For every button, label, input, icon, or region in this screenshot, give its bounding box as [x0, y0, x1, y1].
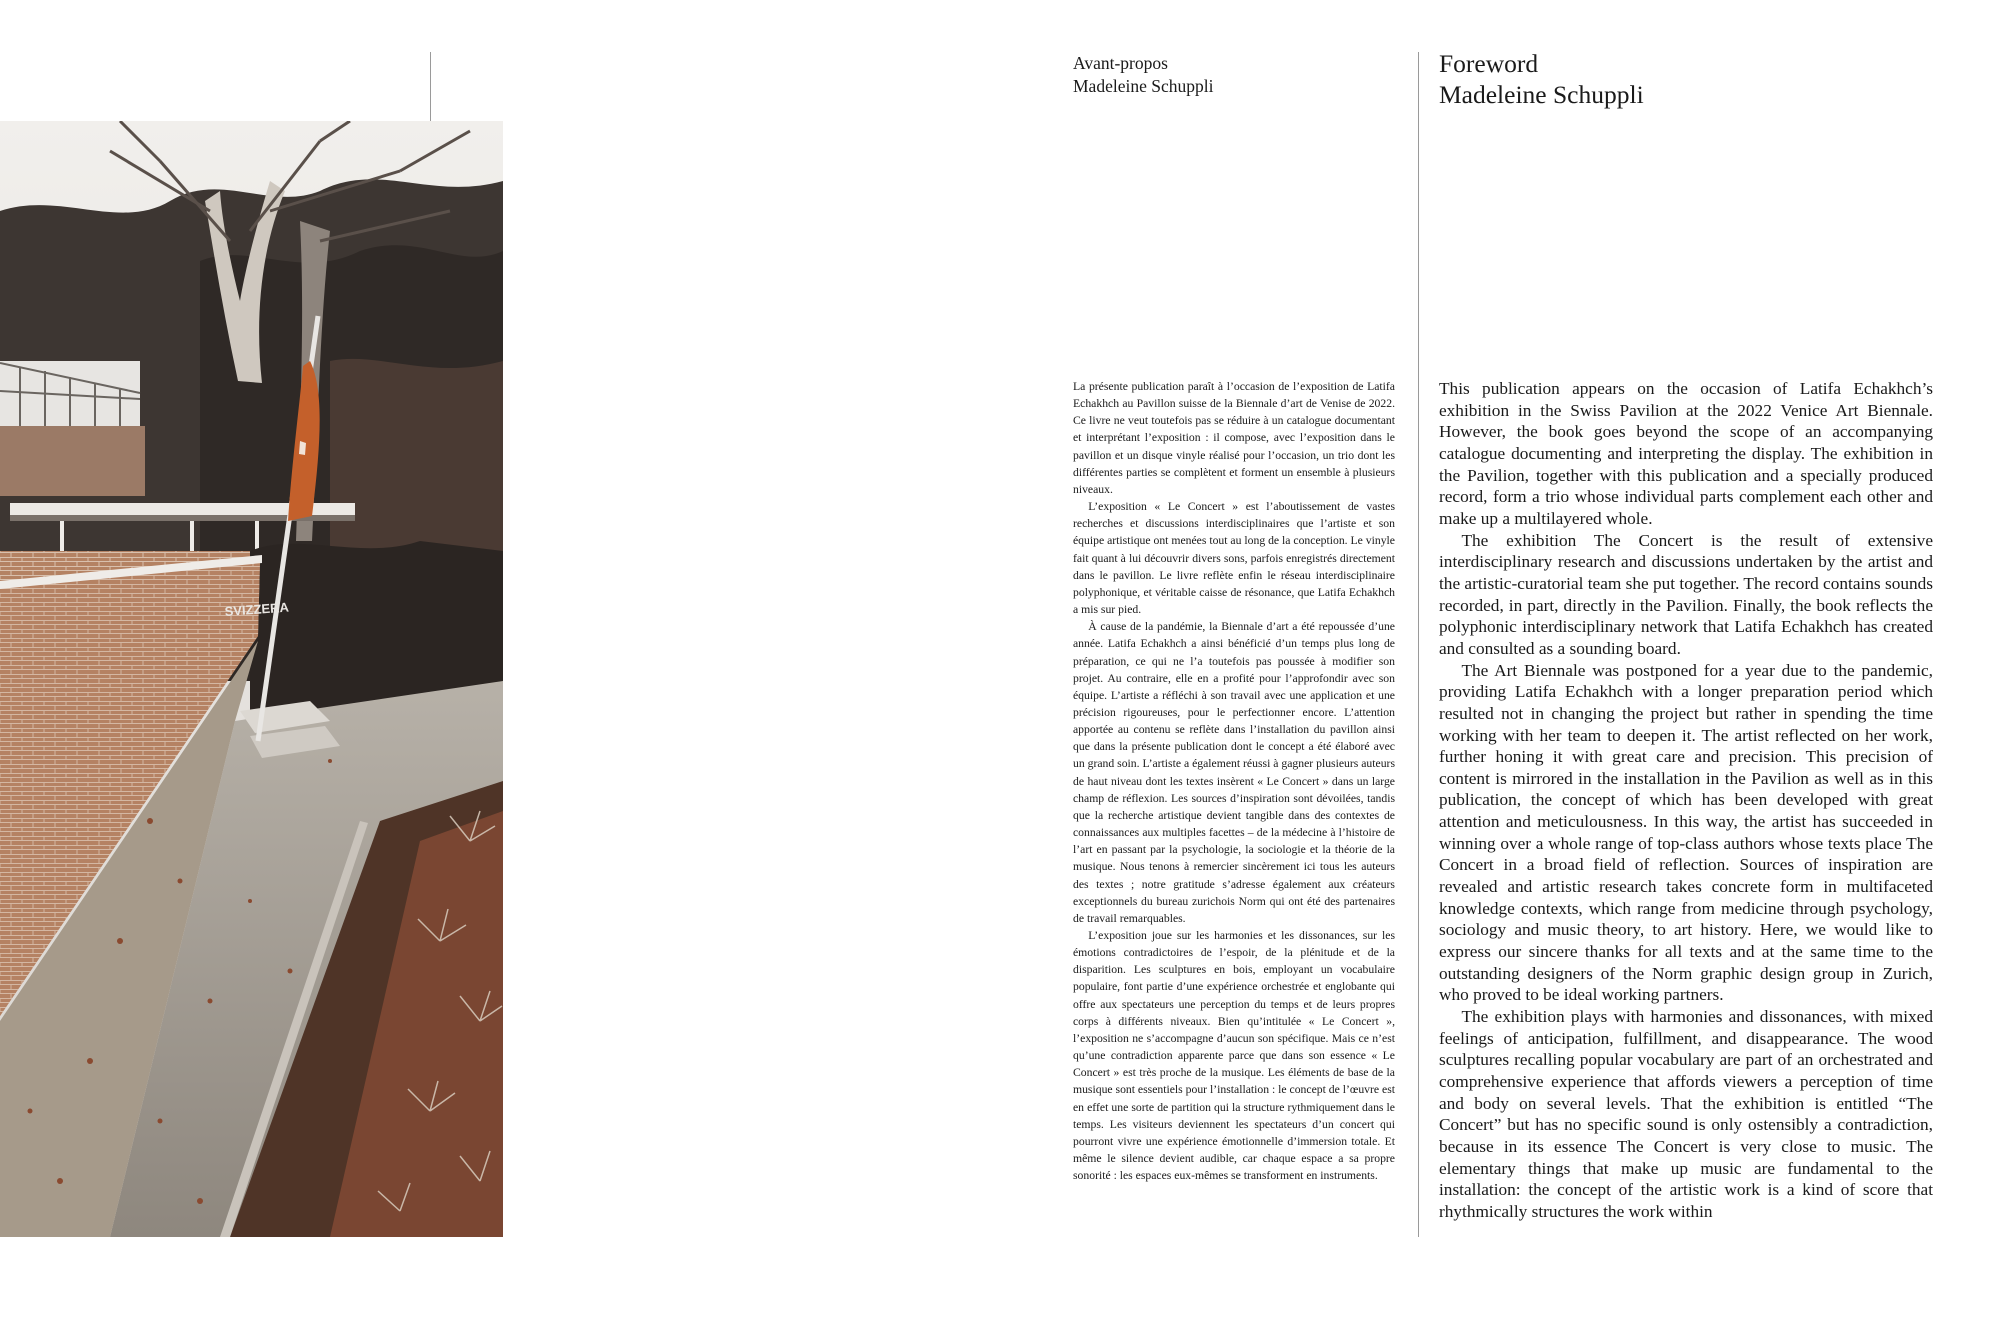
french-section-label: Avant-propos	[1073, 53, 1168, 73]
french-author: Madeleine Schuppli	[1073, 76, 1214, 96]
english-paragraph: The Art Biennale was postponed for a year due to the pandemic, providing Latifa Echakhch with a longer preparation period which resulted not in changing the project but rather in spending the time working with her team to deepen it. The artist reflected on her work, further honing it with great care and precision. This precision of content is mirrored in the installation in the Pavilion as well as in this publication, the concept of which has been developed with great attention and meticulousness. In this way, the artist has succeeded in winning over a whole range of top-class authors whose texts place The Concert in a broad field of reflection. Sources of inspiration are revealed and artistic research takes concrete form in multifaceted knowledge contexts, which range from medicine through psychology, sociology and music theory, to art history. Here, we would like to express our sincere thanks for all texts and at the same time to the outstanding designers of the Norm graphic design group in Zurich, who proved to be ideal working partners.	[1439, 660, 1933, 1005]
english-column-frame	[1439, 378, 1933, 1240]
english-paragraph: The exhibition plays with harmonies and dissonances, with mixed feelings of anticipation, fulfillment, and disappearance. The wood sculptures recalling popular vocabulary are part of an orchestrated and comprehensive experience that affords viewers a perception of time and body on several levels. That the exhibition is entitled “The Concert” but has no specific sound is only ostensibly a contradiction, because in its essence The Concert is very close to music. The elementary things that make up music are fundamental to the installation: the concept of the artistic work is a kind of score that rhythmically structures the work within	[1439, 1007, 1933, 1221]
french-paragraph: La présente publication paraît à l’occasion de l’exposition de Latifa Echakhch au Pavillon suisse de la Biennale d’art de Venise de 2022. Ce livre ne veut toutefois pas se réduire à un catalogue documentant et interprétant l’exposition : il compose, avec l’exposition dans le pavillon et un disque vinyle réalisé pour l’occasion, un trio dont les différentes parties se complètent et forment un ensemble à plusieurs niveaux.	[1073, 380, 1395, 496]
pavilion-photo	[0, 121, 503, 1237]
french-paragraph: À cause de la pandémie, la Biennale d’art a été repoussée d’une année. Latifa Echakhch a ainsi bénéficié d’un temps plus long de préparation, ce qui ne l’a toutefois pas poussée à modifier son projet. Au contraire, elle en a profité pour l’approfondir avec son équipe. L’artiste a réfléchi à son travail avec une application et une précision rigoureuses, pour le perfectionner encore. L’attention apportée au contenu se reflète dans l’installation du pavillon ainsi que dans la présente publication dont le concept a été élaboré avec un grand soin. L’artiste a également réussi à gagner plusieurs auteurs de haut niveau dont les textes insèrent « Le Concert » dans un large champ de réflexion. Les sources d’inspiration sont dévoilées, tandis que la recherche artistique devient tangible dans des contextes de connaissances aux multiples facettes – de la médecine à l’histoire de l’art en passant par la psychologie, la sociologie et la théorie de la musique. Nous tenons à remercier sincèrement ici tous les auteurs des textes ; notre gratitude s’adresse également aux créateurs exceptionnels du bureau zurichois Norm qui ont été des partenaires de travail remarquables.	[1073, 620, 1395, 925]
french-paragraph: L’exposition joue sur les harmonies et les dissonances, sur les émotions contradictoires de l’espoir, de la plénitude et de la disparition. Les sculptures en bois, employant un vocabulaire populaire, font partie d’une expérience orchestrée et englobante qui offre aux spectateurs une perception du temps et de leurs propres corps à différents niveaux. Bien qu’intitulée « Le Concert », l’exposition ne s’accompagne d’aucun son spécifique. Mais ce n’est qu’une contradiction apparente parce que dans son essence « Le Concert » est très proche de la musique. Les éléments de base de la musique sont essentiels pour l’installation : le concept de l’œuvre est en effet une sorte de partition qui la structure rythmiquement dans le temps. Les visiteurs deviennent les spectateurs d’un concert qui pourront vivre une expérience émotionnelle d’immersion totale. Et même le silence devient audible, car chaque espace a sa propre sonorité : les espaces eux-mêmes se transforment en instruments.	[1073, 929, 1395, 1183]
english-paragraph: This publication appears on the occasion of Latifa Echakhch’s exhibition in the Swiss Pavilion at the 2022 Venice Art Biennale. However, the book goes beyond the scope of an accompanying catalogue documenting and interpreting the display. The exhibition in the Pavilion, together with this publication and a specially produced record, form a trio whose individual parts complement each other and make up a multilayered whole.	[1439, 379, 1933, 528]
english-author: Madeleine Schuppli	[1439, 80, 1644, 109]
french-column-frame	[1073, 378, 1395, 1236]
english-title: Foreword	[1439, 49, 1539, 78]
french-paragraph: L’exposition « Le Concert » est l’aboutissement de vastes recherches et discussions interdisciplinaires que l’artiste et son équipe artistique ont menées tout au long de la conception. Le vinyle fait quant à lui découvrir divers sons, parfois enregistrés directement dans le pavillon. Le livre reflète enfin le réseau interdisciplinaire polyphonique, et véritable caisse de résonance, que Latifa Echakhch a mis sur pied.	[1073, 500, 1395, 617]
pavilion-sign: SVIZZERA	[224, 599, 290, 619]
english-header	[1439, 48, 1644, 110]
right-page-rule	[1418, 52, 1419, 1237]
french-header	[1073, 52, 1213, 98]
english-body	[1439, 378, 1933, 1223]
french-body	[1073, 378, 1395, 1184]
english-paragraph: The exhibition The Concert is the result of extensive interdisciplinary research and discussions undertaken by the artist and the artistic-curatorial team she put together. The record contains sounds recorded, in part, directly in the Pavilion. Finally, the book reflects the polyphonic interdisciplinary network that Latifa Echakhch has created and consulted as a sounding board.	[1439, 530, 1933, 658]
